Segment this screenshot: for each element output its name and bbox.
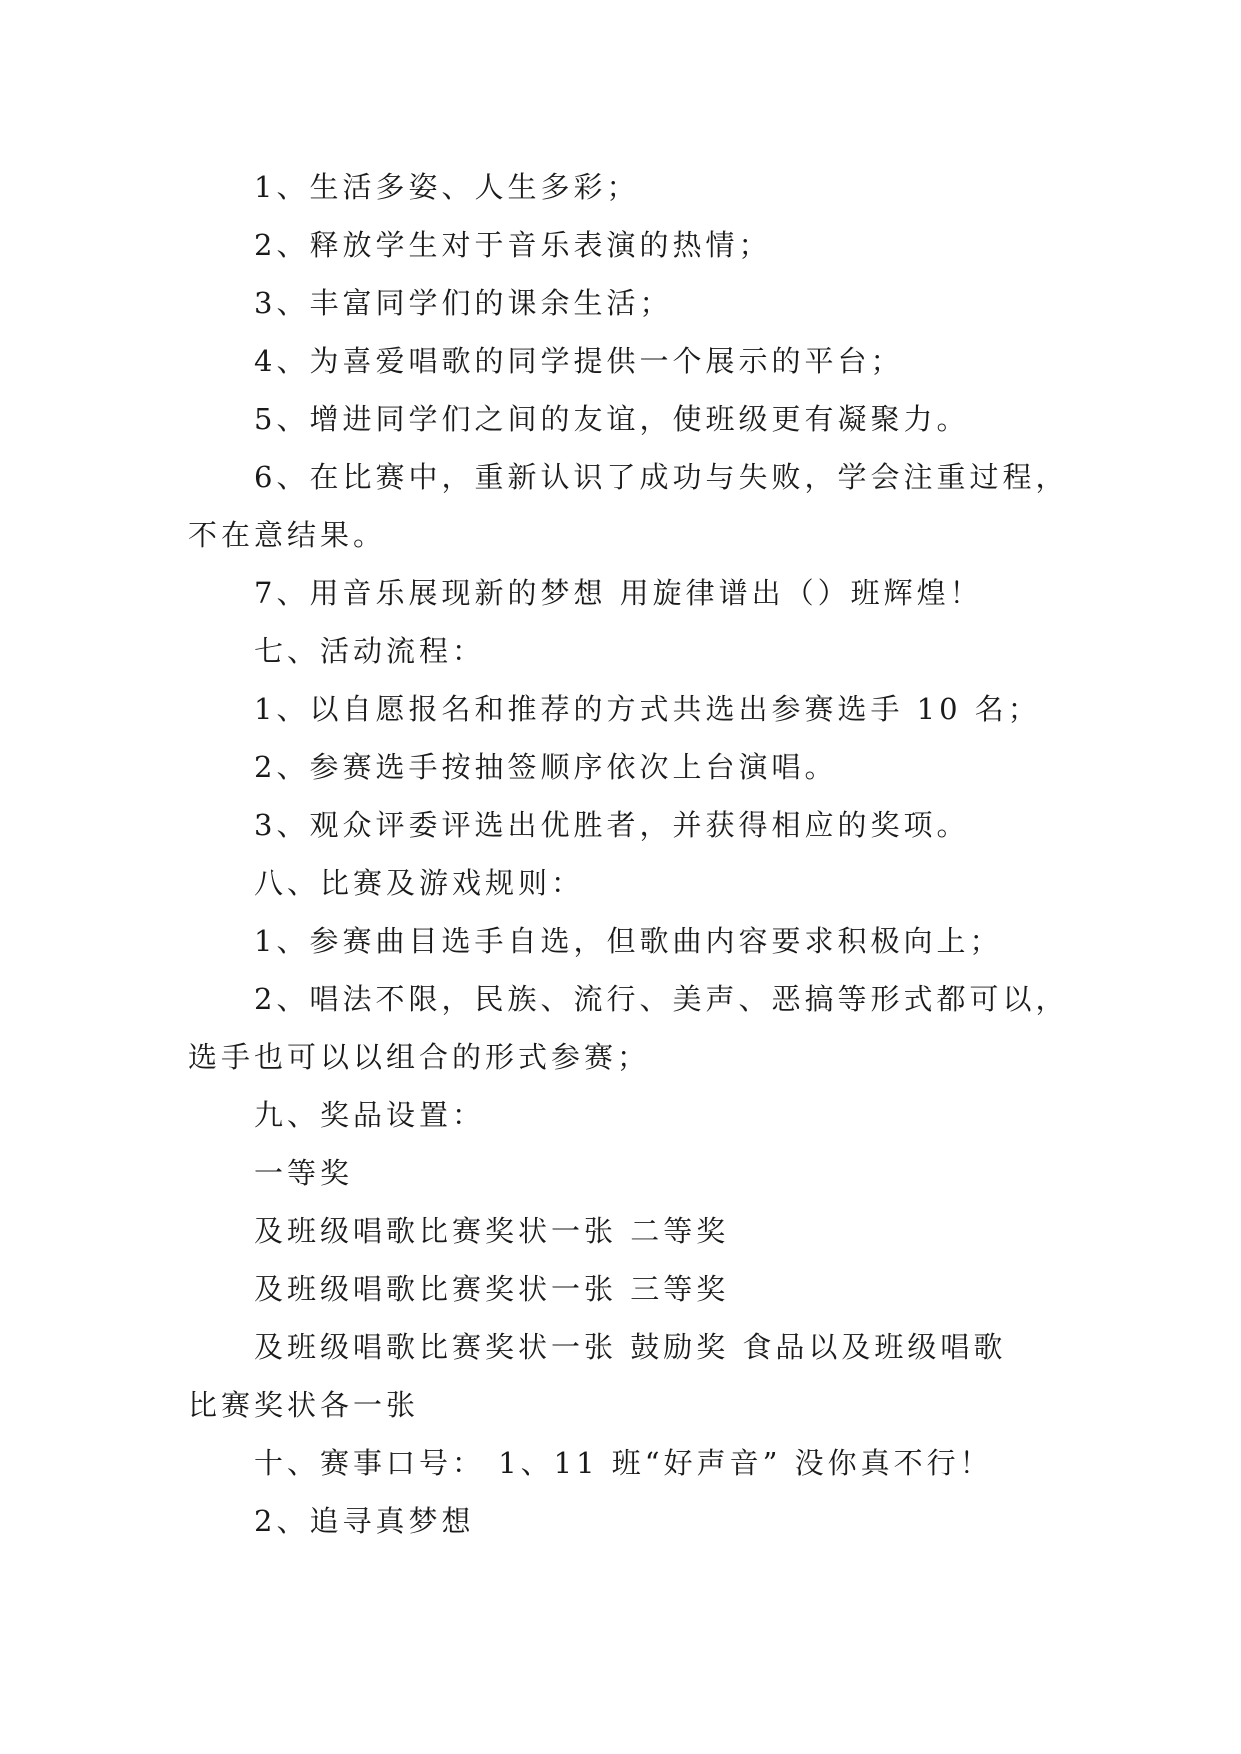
text-line: 2、参赛选手按抽签顺序依次上台演唱。 xyxy=(254,750,838,784)
text-line: 不在意结果。 xyxy=(188,518,387,552)
text-line: 2、释放学生对于音乐表演的热情； xyxy=(254,228,772,262)
section-heading: 十、赛事口号： 1、11 班“好声音” 没你真不行！ xyxy=(254,1446,993,1480)
section-heading: 七、活动流程： xyxy=(254,634,486,668)
text-line: 比赛奖状各一张 xyxy=(188,1388,420,1422)
text-line: 1、以自愿报名和推荐的方式共选出参赛选手 10 名； xyxy=(254,692,1041,726)
text-line: 4、为喜爱唱歌的同学提供一个展示的平台； xyxy=(254,344,904,378)
text-line: 及班级唱歌比赛奖状一张 二等奖 xyxy=(254,1214,730,1248)
text-line: 1、参赛曲目选手自选，但歌曲内容要求积极向上； xyxy=(254,924,1003,958)
text-line: 3、观众评委评选出优胜者，并获得相应的奖项。 xyxy=(254,808,970,842)
text-line: 2、唱法不限，民族、流行、美声、恶搞等形式都可以， xyxy=(254,982,1069,1016)
text-line: 选手也可以以组合的形式参赛； xyxy=(188,1040,651,1074)
text-line: 一等奖 xyxy=(254,1156,354,1190)
text-line: 2、追寻真梦想 xyxy=(254,1504,475,1538)
text-line: 3、丰富同学们的课余生活； xyxy=(254,286,673,320)
text-line: 6、在比赛中，重新认识了成功与失败，学会注重过程， xyxy=(254,460,1069,494)
document-body xyxy=(188,158,1068,1550)
section-heading: 九、奖品设置： xyxy=(254,1098,486,1132)
text-line: 及班级唱歌比赛奖状一张 鼓励奖 食品以及班级唱歌 xyxy=(254,1330,1007,1364)
text-line: 5、增进同学们之间的友谊，使班级更有凝聚力。 xyxy=(254,402,970,436)
text-line: 7、用音乐展现新的梦想 用旋律谱出（）班辉煌！ xyxy=(254,576,983,610)
text-line: 1、生活多姿、人生多彩； xyxy=(254,170,640,204)
text-line: 及班级唱歌比赛奖状一张 三等奖 xyxy=(254,1272,730,1306)
section-heading: 八、比赛及游戏规则： xyxy=(254,866,585,900)
